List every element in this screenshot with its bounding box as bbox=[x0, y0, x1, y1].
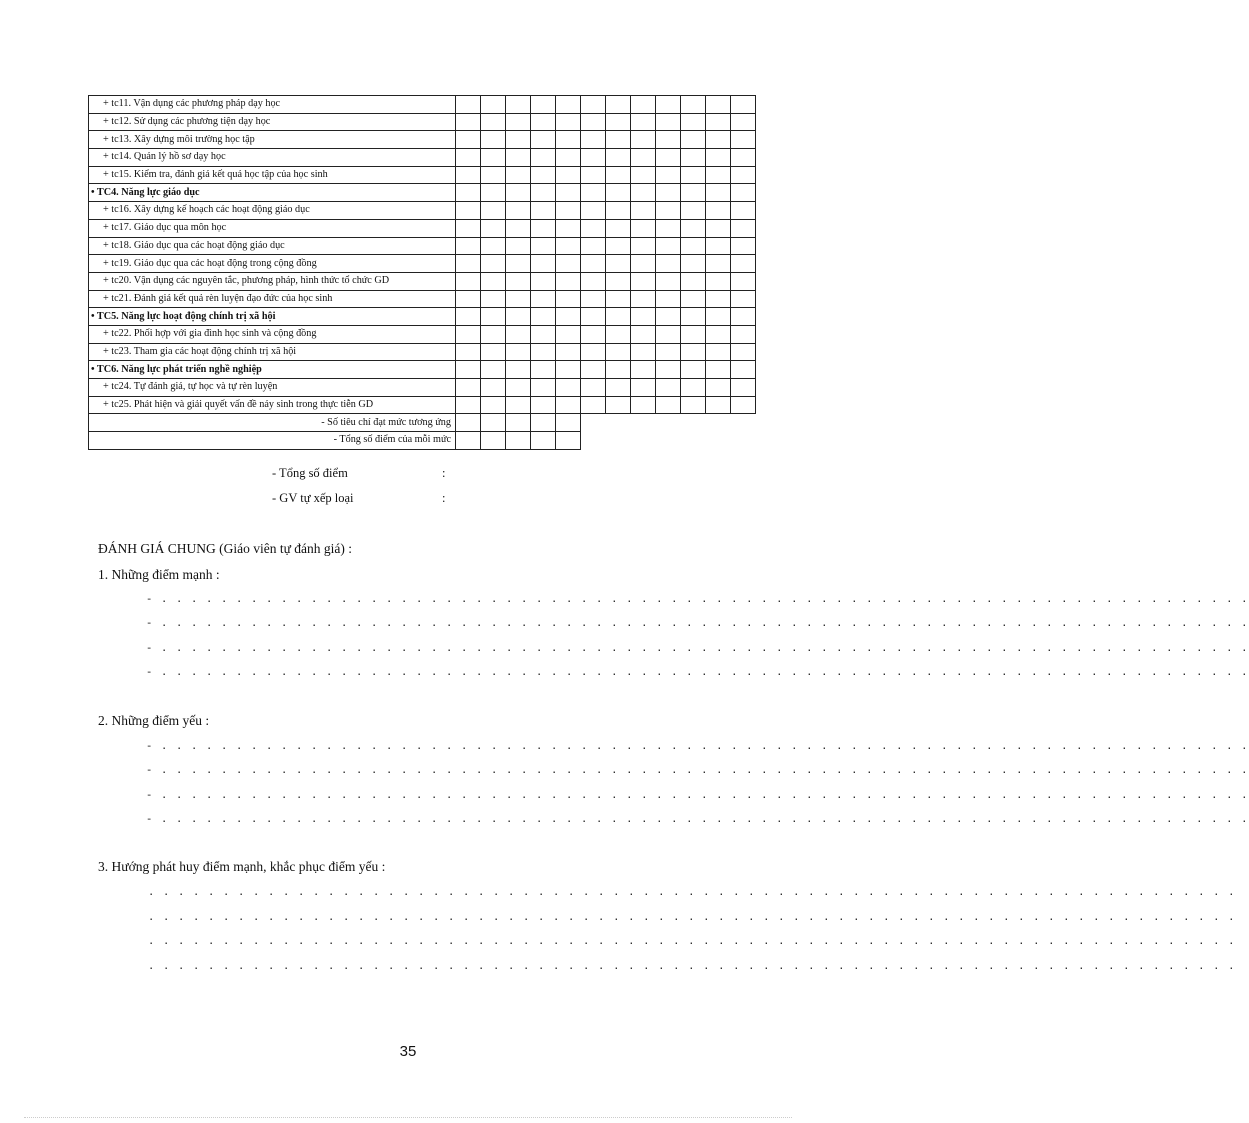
score-cell[interactable] bbox=[606, 325, 631, 343]
score-cell[interactable] bbox=[581, 184, 606, 202]
score-cell[interactable] bbox=[706, 237, 731, 255]
score-cell[interactable] bbox=[506, 325, 531, 343]
score-cell[interactable] bbox=[631, 113, 656, 131]
score-cell[interactable] bbox=[681, 219, 706, 237]
score-cell[interactable] bbox=[531, 237, 556, 255]
criteria-group-row bbox=[89, 184, 756, 202]
criteria-group-label: • TC6. Năng lực phát triển nghề nghiệp bbox=[89, 361, 456, 379]
direction-line-3: . . . . . . . . . . . . . . . . . . . . . . . . . . . . . . . . . . . . . . . . . . . . . . . . . . . . . . . . . . . . . . . . . . . . . . . . . bbox=[148, 936, 1236, 948]
score-cell[interactable] bbox=[656, 149, 681, 167]
score-cell[interactable] bbox=[606, 272, 631, 290]
direction-heading: 3. Hướng phát huy điểm mạnh, khắc phục điểm yếu : bbox=[98, 859, 386, 874]
score-cell[interactable] bbox=[456, 343, 481, 361]
score-cell[interactable] bbox=[731, 202, 756, 220]
score-cell[interactable] bbox=[681, 237, 706, 255]
score-cell[interactable] bbox=[506, 113, 531, 131]
score-cell[interactable] bbox=[456, 290, 481, 308]
score-cell[interactable] bbox=[556, 149, 581, 167]
score-cell[interactable] bbox=[631, 184, 656, 202]
score-cell[interactable] bbox=[481, 272, 506, 290]
score-cell[interactable] bbox=[656, 308, 681, 326]
score-cell[interactable] bbox=[731, 361, 756, 379]
strengths-heading: 1. Những điểm mạnh : bbox=[98, 567, 220, 582]
score-cell[interactable] bbox=[631, 202, 656, 220]
score-cell[interactable] bbox=[531, 184, 556, 202]
score-cell[interactable] bbox=[506, 202, 531, 220]
score-cell[interactable] bbox=[456, 166, 481, 184]
direction-line-2: . . . . . . . . . . . . . . . . . . . . . . . . . . . . . . . . . . . . . . . . . . . . . . . . . . . . . . . . . . . . . . . . . . . . . . . . . bbox=[148, 912, 1236, 924]
criteria-row bbox=[89, 343, 756, 361]
score-cell[interactable] bbox=[531, 361, 556, 379]
score-cell[interactable] bbox=[581, 343, 606, 361]
criteria-row bbox=[89, 202, 756, 220]
score-cell[interactable] bbox=[481, 325, 506, 343]
criteria-row bbox=[89, 325, 756, 343]
criteria-label: + tc25. Phát hiện và giải quyết vấn đề nảy sinh trong thực tiễn GD bbox=[89, 396, 456, 414]
score-cell[interactable] bbox=[706, 202, 731, 220]
score-cell[interactable] bbox=[681, 308, 706, 326]
score-cell[interactable] bbox=[681, 255, 706, 273]
score-cell[interactable] bbox=[731, 149, 756, 167]
criteria-row bbox=[89, 290, 756, 308]
summary-cell[interactable] bbox=[506, 432, 531, 450]
score-cell[interactable] bbox=[531, 379, 556, 397]
score-cell[interactable] bbox=[656, 96, 681, 114]
score-cell[interactable] bbox=[506, 96, 531, 114]
summary-label: - Số tiêu chí đạt mức tương ứng bbox=[89, 414, 456, 432]
score-cell[interactable] bbox=[681, 149, 706, 167]
direction-line-4: . . . . . . . . . . . . . . . . . . . . . . . . . . . . . . . . . . . . . . . . . . . . . . . . . . . . . . . . . . . . . . . . . . . . . . . . . bbox=[148, 961, 1236, 973]
score-cell[interactable] bbox=[731, 255, 756, 273]
score-cell[interactable] bbox=[656, 202, 681, 220]
score-cell[interactable] bbox=[556, 361, 581, 379]
score-cell[interactable] bbox=[681, 379, 706, 397]
criteria-group-label: • TC4. Năng lực giáo dục bbox=[89, 184, 456, 202]
score-cell[interactable] bbox=[706, 166, 731, 184]
summary-cell[interactable] bbox=[481, 432, 506, 450]
score-cell[interactable] bbox=[681, 343, 706, 361]
score-cell[interactable] bbox=[531, 131, 556, 149]
direction-line-1: . . . . . . . . . . . . . . . . . . . . . . . . . . . . . . . . . . . . . . . . . . . . . . . . . . . . . . . . . . . . . . . . . . . . . . . . . bbox=[148, 887, 1236, 899]
score-cell[interactable] bbox=[681, 96, 706, 114]
score-cell[interactable] bbox=[581, 308, 606, 326]
score-cell[interactable] bbox=[606, 113, 631, 131]
score-cell[interactable] bbox=[531, 255, 556, 273]
score-cell[interactable] bbox=[556, 202, 581, 220]
score-cell[interactable] bbox=[506, 361, 531, 379]
score-cell[interactable] bbox=[656, 396, 681, 414]
score-cell[interactable] bbox=[531, 290, 556, 308]
score-cell[interactable] bbox=[456, 255, 481, 273]
score-cell[interactable] bbox=[506, 166, 531, 184]
score-cell[interactable] bbox=[631, 166, 656, 184]
score-cell[interactable] bbox=[681, 272, 706, 290]
score-cell[interactable] bbox=[581, 96, 606, 114]
score-cell[interactable] bbox=[456, 361, 481, 379]
score-cell[interactable] bbox=[706, 361, 731, 379]
score-cell[interactable] bbox=[456, 184, 481, 202]
score-cell[interactable] bbox=[481, 255, 506, 273]
criteria-group-row bbox=[89, 308, 756, 326]
score-cell[interactable] bbox=[731, 131, 756, 149]
score-cell[interactable] bbox=[606, 149, 631, 167]
criteria-label: + tc11. Vận dụng các phương pháp dạy học bbox=[89, 96, 456, 114]
score-cell[interactable] bbox=[581, 325, 606, 343]
score-cell[interactable] bbox=[556, 290, 581, 308]
score-cell[interactable] bbox=[556, 325, 581, 343]
score-cell[interactable] bbox=[556, 113, 581, 131]
score-cell[interactable] bbox=[656, 237, 681, 255]
score-cell[interactable] bbox=[506, 379, 531, 397]
score-cell[interactable] bbox=[506, 290, 531, 308]
score-cell[interactable] bbox=[456, 219, 481, 237]
score-cell[interactable] bbox=[531, 166, 556, 184]
criteria-label: + tc17. Giáo dục qua môn học bbox=[89, 219, 456, 237]
score-cell[interactable] bbox=[481, 361, 506, 379]
criteria-row bbox=[89, 131, 756, 149]
score-cell[interactable] bbox=[631, 325, 656, 343]
strengths-line-4: - . . . . . . . . . . . . . . . . . . . . . . . . . . . . . . . . . . . . . . . . . . . . . . . . . . . . . . . . . . . . . . . . . . . . . . . . . bbox=[146, 667, 1249, 679]
score-cell[interactable] bbox=[506, 255, 531, 273]
score-cell[interactable] bbox=[581, 131, 606, 149]
score-cell[interactable] bbox=[631, 379, 656, 397]
score-cell[interactable] bbox=[581, 396, 606, 414]
score-cell[interactable] bbox=[606, 361, 631, 379]
criteria-label: + tc15. Kiểm tra, đánh giá kết quả học tập của học sinh bbox=[89, 166, 456, 184]
score-cell[interactable] bbox=[556, 96, 581, 114]
strengths-line-2: - . . . . . . . . . . . . . . . . . . . . . . . . . . . . . . . . . . . . . . . . . . . . . . . . . . . . . . . . . . . . . . . . . . . . . . . . . bbox=[146, 618, 1249, 630]
score-cell[interactable] bbox=[706, 131, 731, 149]
criteria-row bbox=[89, 166, 756, 184]
score-cell[interactable] bbox=[706, 219, 731, 237]
score-cell[interactable] bbox=[631, 361, 656, 379]
score-cell[interactable] bbox=[506, 149, 531, 167]
score-cell[interactable] bbox=[506, 272, 531, 290]
score-cell[interactable] bbox=[556, 184, 581, 202]
criteria-row bbox=[89, 96, 756, 114]
score-cell[interactable] bbox=[631, 96, 656, 114]
score-cell[interactable] bbox=[456, 272, 481, 290]
score-cell[interactable] bbox=[631, 396, 656, 414]
score-cell[interactable] bbox=[681, 361, 706, 379]
score-cell[interactable] bbox=[731, 325, 756, 343]
score-cell[interactable] bbox=[481, 131, 506, 149]
score-cell[interactable] bbox=[656, 113, 681, 131]
score-cell[interactable] bbox=[581, 166, 606, 184]
score-cell[interactable] bbox=[656, 325, 681, 343]
score-cell[interactable] bbox=[556, 272, 581, 290]
score-cell[interactable] bbox=[481, 290, 506, 308]
score-cell[interactable] bbox=[631, 237, 656, 255]
criteria-row bbox=[89, 237, 756, 255]
summary-cell[interactable] bbox=[556, 432, 581, 450]
score-cell[interactable] bbox=[481, 396, 506, 414]
strengths-line-1: - . . . . . . . . . . . . . . . . . . . . . . . . . . . . . . . . . . . . . . . . . . . . . . . . . . . . . . . . . . . . . . . . . . . . . . . . . bbox=[146, 594, 1249, 606]
score-cell[interactable] bbox=[706, 396, 731, 414]
score-cell[interactable] bbox=[606, 202, 631, 220]
score-cell[interactable] bbox=[731, 166, 756, 184]
summary-cell[interactable] bbox=[531, 432, 556, 450]
criteria-label: + tc13. Xây dựng môi trường học tập bbox=[89, 131, 456, 149]
criteria-label: + tc18. Giáo dục qua các hoạt động giáo dục bbox=[89, 237, 456, 255]
score-cell[interactable] bbox=[531, 113, 556, 131]
score-cell[interactable] bbox=[456, 396, 481, 414]
score-cell[interactable] bbox=[531, 396, 556, 414]
criteria-label: + tc23. Tham gia các hoạt động chính trị xã hội bbox=[89, 343, 456, 361]
criteria-row bbox=[89, 113, 756, 131]
score-cell[interactable] bbox=[706, 184, 731, 202]
score-cell[interactable] bbox=[581, 272, 606, 290]
weaknesses-line-1: - . . . . . . . . . . . . . . . . . . . . . . . . . . . . . . . . . . . . . . . . . . . . . . . . . . . . . . . . . . . . . . . . . . . . . . . . . bbox=[146, 741, 1249, 753]
criteria-row bbox=[89, 255, 756, 273]
score-cell[interactable] bbox=[631, 308, 656, 326]
score-cell[interactable] bbox=[481, 219, 506, 237]
criteria-label: + tc24. Tự đánh giá, tự học và tự rèn luyện bbox=[89, 379, 456, 397]
score-cell[interactable] bbox=[531, 202, 556, 220]
criteria-row bbox=[89, 219, 756, 237]
score-cell[interactable] bbox=[581, 361, 606, 379]
score-cell[interactable] bbox=[706, 255, 731, 273]
score-cell[interactable] bbox=[456, 113, 481, 131]
score-cell[interactable] bbox=[456, 149, 481, 167]
summary-row bbox=[89, 432, 756, 450]
score-cell[interactable] bbox=[706, 308, 731, 326]
score-cell[interactable] bbox=[681, 202, 706, 220]
score-cell[interactable] bbox=[656, 361, 681, 379]
score-cell[interactable] bbox=[456, 308, 481, 326]
score-cell[interactable] bbox=[731, 113, 756, 131]
score-cell[interactable] bbox=[681, 184, 706, 202]
weaknesses-heading: 2. Những điểm yếu : bbox=[98, 713, 210, 728]
score-cell[interactable] bbox=[606, 255, 631, 273]
score-cell[interactable] bbox=[706, 325, 731, 343]
summary-cell[interactable] bbox=[456, 432, 481, 450]
score-cell[interactable] bbox=[706, 149, 731, 167]
score-cell[interactable] bbox=[531, 343, 556, 361]
score-cell[interactable] bbox=[481, 96, 506, 114]
score-cell[interactable] bbox=[606, 290, 631, 308]
score-cell[interactable] bbox=[656, 219, 681, 237]
score-cell[interactable] bbox=[531, 325, 556, 343]
score-cell[interactable] bbox=[481, 113, 506, 131]
score-cell[interactable] bbox=[606, 379, 631, 397]
score-cell[interactable] bbox=[531, 272, 556, 290]
score-cell[interactable] bbox=[681, 396, 706, 414]
score-cell[interactable] bbox=[606, 184, 631, 202]
score-cell[interactable] bbox=[706, 272, 731, 290]
score-cell[interactable] bbox=[481, 343, 506, 361]
summary-row bbox=[89, 414, 756, 432]
score-cell[interactable] bbox=[556, 308, 581, 326]
page-bottom-rule bbox=[24, 1117, 792, 1118]
score-cell[interactable] bbox=[506, 343, 531, 361]
criteria-label: + tc21. Đánh giá kết quả rèn luyện đạo đức của học sinh bbox=[89, 290, 456, 308]
score-cell[interactable] bbox=[731, 290, 756, 308]
criteria-label: + tc14. Quản lý hồ sơ dạy học bbox=[89, 149, 456, 167]
score-cell[interactable] bbox=[481, 202, 506, 220]
score-cell[interactable] bbox=[556, 237, 581, 255]
criteria-row bbox=[89, 396, 756, 414]
strengths-line-3: - . . . . . . . . . . . . . . . . . . . . . . . . . . . . . . . . . . . . . . . . . . . . . . . . . . . . . . . . . . . . . . . . . . . . . . . . . bbox=[146, 643, 1249, 655]
page-number: 35 bbox=[399, 1043, 417, 1060]
score-cell[interactable] bbox=[681, 131, 706, 149]
score-cell[interactable] bbox=[656, 184, 681, 202]
score-cell[interactable] bbox=[581, 202, 606, 220]
score-cell[interactable] bbox=[631, 255, 656, 273]
score-cell[interactable] bbox=[506, 237, 531, 255]
self-rank-colon: : bbox=[442, 491, 446, 505]
score-cell[interactable] bbox=[481, 308, 506, 326]
score-cell[interactable] bbox=[731, 184, 756, 202]
score-cell[interactable] bbox=[581, 237, 606, 255]
criteria-row bbox=[89, 149, 756, 167]
score-cell[interactable] bbox=[506, 184, 531, 202]
criteria-label: + tc20. Vận dụng các nguyên tắc, phương pháp, hình thức tổ chức GD bbox=[89, 272, 456, 290]
weaknesses-line-2: - . . . . . . . . . . . . . . . . . . . . . . . . . . . . . . . . . . . . . . . . . . . . . . . . . . . . . . . . . . . . . . . . . . . . . . . . . bbox=[146, 765, 1249, 777]
general-evaluation-heading: ĐÁNH GIÁ CHUNG (Giáo viên tự đánh giá) : bbox=[98, 541, 353, 556]
summary-cell[interactable] bbox=[481, 414, 506, 432]
score-cell[interactable] bbox=[606, 396, 631, 414]
score-cell[interactable] bbox=[631, 219, 656, 237]
score-cell[interactable] bbox=[456, 202, 481, 220]
score-cell[interactable] bbox=[706, 96, 731, 114]
self-rank-row bbox=[272, 491, 446, 506]
score-cell[interactable] bbox=[581, 219, 606, 237]
score-cell[interactable] bbox=[656, 166, 681, 184]
score-cell[interactable] bbox=[606, 308, 631, 326]
score-cell[interactable] bbox=[481, 237, 506, 255]
score-cell[interactable] bbox=[631, 290, 656, 308]
score-cell[interactable] bbox=[731, 379, 756, 397]
criteria-row bbox=[89, 379, 756, 397]
score-cell[interactable] bbox=[556, 255, 581, 273]
weaknesses-line-4: - . . . . . . . . . . . . . . . . . . . . . . . . . . . . . . . . . . . . . . . . . . . . . . . . . . . . . . . . . . . . . . . . . . . . . . . . . bbox=[146, 814, 1249, 826]
score-cell[interactable] bbox=[456, 379, 481, 397]
score-cell[interactable] bbox=[706, 379, 731, 397]
score-cell[interactable] bbox=[731, 219, 756, 237]
score-cell[interactable] bbox=[656, 379, 681, 397]
score-cell[interactable] bbox=[506, 308, 531, 326]
score-cell[interactable] bbox=[681, 325, 706, 343]
score-cell[interactable] bbox=[581, 290, 606, 308]
score-cell[interactable] bbox=[631, 131, 656, 149]
score-cell[interactable] bbox=[606, 96, 631, 114]
criteria-table-body bbox=[89, 96, 756, 450]
criteria-label: + tc19. Giáo dục qua các hoạt động trong cộng đồng bbox=[89, 255, 456, 273]
score-cell[interactable] bbox=[606, 343, 631, 361]
self-rank-label: - GV tự xếp loại bbox=[272, 491, 354, 505]
score-cell[interactable] bbox=[581, 113, 606, 131]
criteria-group-row bbox=[89, 361, 756, 379]
score-cell[interactable] bbox=[656, 131, 681, 149]
score-cell[interactable] bbox=[606, 166, 631, 184]
score-cell[interactable] bbox=[631, 272, 656, 290]
score-cell[interactable] bbox=[556, 131, 581, 149]
score-cell[interactable] bbox=[731, 272, 756, 290]
score-cell[interactable] bbox=[656, 290, 681, 308]
criteria-row bbox=[89, 272, 756, 290]
summary-cell[interactable] bbox=[456, 414, 481, 432]
total-points-label: - Tổng số điểm bbox=[272, 466, 348, 480]
score-cell[interactable] bbox=[481, 166, 506, 184]
score-cell[interactable] bbox=[581, 379, 606, 397]
score-cell[interactable] bbox=[531, 219, 556, 237]
score-cell[interactable] bbox=[656, 272, 681, 290]
score-cell[interactable] bbox=[681, 113, 706, 131]
criteria-label: + tc16. Xây dựng kế hoạch các hoạt động giáo dục bbox=[89, 202, 456, 220]
score-cell[interactable] bbox=[556, 396, 581, 414]
score-cell[interactable] bbox=[706, 343, 731, 361]
criteria-table bbox=[88, 95, 756, 450]
score-cell[interactable] bbox=[656, 343, 681, 361]
score-cell[interactable] bbox=[456, 237, 481, 255]
score-cell[interactable] bbox=[731, 237, 756, 255]
score-cell[interactable] bbox=[656, 255, 681, 273]
criteria-group-label: • TC5. Năng lực hoạt động chính trị xã hội bbox=[89, 308, 456, 326]
score-cell[interactable] bbox=[506, 131, 531, 149]
score-cell[interactable] bbox=[531, 96, 556, 114]
score-cell[interactable] bbox=[706, 113, 731, 131]
total-points-colon: : bbox=[442, 466, 446, 480]
score-cell[interactable] bbox=[681, 290, 706, 308]
score-cell[interactable] bbox=[481, 149, 506, 167]
summary-cell[interactable] bbox=[531, 414, 556, 432]
summary-label: - Tổng số điểm của mỗi mức bbox=[89, 432, 456, 450]
score-cell[interactable] bbox=[531, 308, 556, 326]
score-cell[interactable] bbox=[731, 396, 756, 414]
criteria-label: + tc12. Sử dụng các phương tiện dạy học bbox=[89, 113, 456, 131]
score-cell[interactable] bbox=[456, 325, 481, 343]
total-points-row bbox=[272, 466, 446, 481]
score-cell[interactable] bbox=[531, 149, 556, 167]
score-cell[interactable] bbox=[506, 219, 531, 237]
score-cell[interactable] bbox=[556, 219, 581, 237]
score-cell[interactable] bbox=[456, 131, 481, 149]
score-cell[interactable] bbox=[556, 379, 581, 397]
score-cell[interactable] bbox=[706, 290, 731, 308]
score-cell[interactable] bbox=[731, 96, 756, 114]
score-cell[interactable] bbox=[631, 343, 656, 361]
score-cell[interactable] bbox=[556, 166, 581, 184]
score-cell[interactable] bbox=[506, 396, 531, 414]
score-cell[interactable] bbox=[556, 343, 581, 361]
score-cell[interactable] bbox=[606, 131, 631, 149]
score-cell[interactable] bbox=[481, 379, 506, 397]
score-cell[interactable] bbox=[731, 308, 756, 326]
score-cell[interactable] bbox=[606, 237, 631, 255]
summary-cell[interactable] bbox=[506, 414, 531, 432]
score-cell[interactable] bbox=[606, 219, 631, 237]
score-cell[interactable] bbox=[631, 149, 656, 167]
score-cell[interactable] bbox=[681, 166, 706, 184]
score-cell[interactable] bbox=[456, 96, 481, 114]
summary-cell[interactable] bbox=[556, 414, 581, 432]
score-cell[interactable] bbox=[581, 149, 606, 167]
score-cell[interactable] bbox=[731, 343, 756, 361]
weaknesses-line-3: - . . . . . . . . . . . . . . . . . . . . . . . . . . . . . . . . . . . . . . . . . . . . . . . . . . . . . . . . . . . . . . . . . . . . . . . . . bbox=[146, 790, 1249, 802]
score-cell[interactable] bbox=[481, 184, 506, 202]
criteria-label: + tc22. Phối hợp với gia đình học sinh và cộng đồng bbox=[89, 325, 456, 343]
score-cell[interactable] bbox=[581, 255, 606, 273]
